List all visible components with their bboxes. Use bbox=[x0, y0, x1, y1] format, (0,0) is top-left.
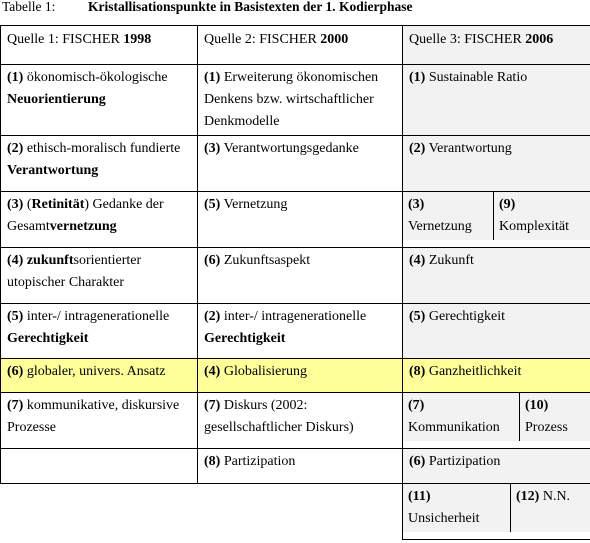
table-row bbox=[1, 484, 590, 540]
item-keyword: Gerechtigkeit bbox=[7, 331, 89, 346]
item-number: (4) bbox=[204, 364, 221, 379]
item-text: inter-/ intragenerationelle bbox=[220, 309, 367, 324]
item-number: (2) bbox=[7, 141, 24, 156]
item-text: Partizipation bbox=[220, 454, 296, 469]
item-text: globaler, univers. Ansatz bbox=[23, 364, 166, 379]
table-row-highlighted bbox=[1, 359, 590, 393]
table-cell bbox=[198, 359, 403, 393]
crystallization-points-table bbox=[0, 25, 590, 540]
item-keyword: zukunft bbox=[23, 253, 74, 268]
table-row bbox=[1, 192, 590, 248]
item-text: Vernetzung bbox=[408, 219, 472, 234]
item-text: Diskurs (2002: gesellschaftlicher Diskurs) bbox=[204, 398, 354, 435]
table-cell bbox=[403, 449, 590, 484]
item-text: Kommunikation bbox=[408, 420, 500, 435]
item-text: Unsicherheit bbox=[408, 511, 480, 526]
column-header-1 bbox=[1, 26, 198, 65]
item-number: (1) bbox=[204, 70, 221, 85]
item-text: ökonomisch-ökologische bbox=[23, 70, 168, 85]
table-cell bbox=[1, 65, 198, 136]
item-number: (6) bbox=[409, 454, 426, 469]
item-number: (1) bbox=[409, 70, 426, 85]
table-row bbox=[1, 65, 590, 136]
item-text: Ganzheitlichkeit bbox=[425, 364, 522, 379]
table-cell-empty bbox=[1, 449, 198, 484]
item-text: Vernetzung bbox=[220, 197, 288, 212]
split-cell bbox=[403, 484, 590, 532]
item-text: Verantwortung bbox=[425, 141, 512, 156]
item-text: Erweiterung ökonomischen Denkens bzw. wirtschaftlicher Denkmodelle bbox=[204, 70, 379, 129]
column-header-year: 1998 bbox=[123, 32, 152, 47]
item-number: (4) bbox=[409, 253, 426, 268]
item-number: (3) bbox=[408, 197, 425, 212]
item-text: Zukunftsaspekt bbox=[220, 253, 311, 268]
item-keyword: vernetzung bbox=[49, 219, 117, 234]
item-text: Verantwortungsgedanke bbox=[220, 141, 359, 156]
column-header-2 bbox=[198, 26, 403, 65]
table-cell-empty bbox=[1, 484, 403, 540]
table-cell bbox=[403, 248, 590, 304]
split-row bbox=[403, 484, 590, 532]
item-text: ) Gedanke der Gesamt bbox=[7, 197, 164, 234]
table-cell bbox=[1, 192, 198, 248]
item-number: (6) bbox=[7, 364, 24, 379]
item-text: kommunikative, diskursive Prozesse bbox=[7, 398, 180, 435]
split-cell-left bbox=[403, 393, 520, 441]
item-text: Gerechtigkeit bbox=[425, 309, 506, 324]
split-cell-left bbox=[403, 484, 511, 532]
table-cell bbox=[1, 304, 198, 359]
table-cell bbox=[198, 449, 403, 484]
table-caption bbox=[2, 0, 413, 20]
split-row bbox=[403, 192, 590, 240]
table-cell bbox=[403, 359, 590, 393]
item-text: ethisch-moralisch fundierte bbox=[23, 141, 181, 156]
item-number: (5) bbox=[7, 309, 24, 324]
split-row bbox=[403, 393, 590, 441]
item-text: Zukunft bbox=[425, 253, 474, 268]
item-number: (2) bbox=[409, 141, 426, 156]
table-header-row bbox=[1, 26, 590, 65]
item-text: Prozess bbox=[525, 420, 568, 435]
column-header-year: 2006 bbox=[525, 32, 554, 47]
split-cell-right bbox=[511, 484, 590, 532]
table-cell bbox=[198, 65, 403, 136]
item-number: (3) bbox=[204, 141, 221, 156]
table-cell bbox=[198, 136, 403, 192]
item-number: (10) bbox=[525, 398, 549, 413]
item-text: sorientierter utopischer Charakter bbox=[7, 253, 142, 290]
item-number: (2) bbox=[204, 309, 221, 324]
split-cell-right bbox=[494, 192, 590, 240]
table-cell-split bbox=[403, 192, 590, 248]
table-row bbox=[1, 136, 590, 192]
table-cell bbox=[198, 393, 403, 449]
item-number: (5) bbox=[409, 309, 426, 324]
item-text: Komplexität bbox=[499, 219, 569, 234]
column-header-3 bbox=[403, 26, 590, 65]
item-number: (3) bbox=[7, 197, 24, 212]
split-cell-left bbox=[403, 192, 494, 240]
item-text: Globalisierung bbox=[220, 364, 308, 379]
column-header-label: Quelle 3: FISCHER bbox=[409, 32, 526, 47]
table-row bbox=[1, 393, 590, 449]
table-row bbox=[1, 248, 590, 304]
caption-title: Kristallisationspunkte in Basistexten der 1. Kodierphase bbox=[88, 0, 413, 14]
item-text: inter-/ intragenerationelle bbox=[23, 309, 170, 324]
item-keyword: Neuorientierung bbox=[7, 92, 106, 107]
split-cell bbox=[403, 393, 590, 441]
table-row bbox=[1, 449, 590, 484]
table-cell-split bbox=[403, 393, 590, 449]
item-number: (12) bbox=[516, 489, 540, 504]
column-header-label: Quelle 2: FISCHER bbox=[204, 32, 321, 47]
item-text: Sustainable Ratio bbox=[425, 70, 528, 85]
item-text: Partizipation bbox=[425, 454, 501, 469]
table-cell bbox=[403, 136, 590, 192]
item-keyword: Gerechtigkeit bbox=[204, 331, 286, 346]
table-cell bbox=[1, 248, 198, 304]
item-number: (11) bbox=[408, 489, 431, 504]
item-number: (7) bbox=[7, 398, 24, 413]
split-cell-right bbox=[520, 393, 590, 441]
table-cell bbox=[403, 304, 590, 359]
table-cell bbox=[1, 359, 198, 393]
table-cell bbox=[198, 248, 403, 304]
item-keyword: Verantwortung bbox=[7, 163, 99, 178]
column-header-year: 2000 bbox=[320, 32, 349, 47]
table-cell bbox=[1, 136, 198, 192]
item-number: (7) bbox=[408, 398, 425, 413]
item-number: (5) bbox=[204, 197, 221, 212]
item-number: (8) bbox=[409, 364, 426, 379]
table-cell bbox=[198, 304, 403, 359]
split-cell bbox=[403, 192, 590, 240]
item-text: ( bbox=[23, 197, 32, 212]
item-number: (1) bbox=[7, 70, 24, 85]
item-number: (6) bbox=[204, 253, 221, 268]
item-text: N.N. bbox=[539, 489, 571, 504]
item-number: (7) bbox=[204, 398, 221, 413]
table-row bbox=[1, 304, 590, 359]
table-cell-split bbox=[403, 484, 590, 540]
item-number: (8) bbox=[204, 454, 221, 469]
item-number: (4) bbox=[7, 253, 24, 268]
item-number: (9) bbox=[499, 197, 516, 212]
column-header-label: Quelle 1: FISCHER bbox=[7, 32, 124, 47]
table-cell bbox=[198, 192, 403, 248]
caption-label: Tabelle 1: bbox=[2, 0, 56, 14]
item-keyword: Retinität bbox=[31, 197, 85, 212]
table-cell bbox=[1, 393, 198, 449]
table-cell bbox=[403, 65, 590, 136]
